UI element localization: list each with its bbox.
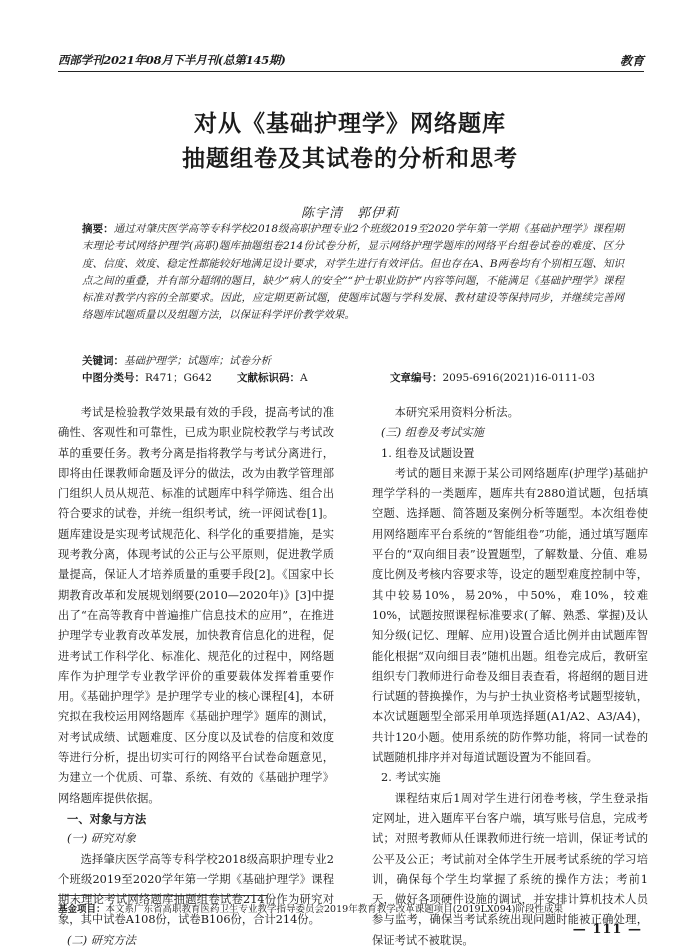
running-header xyxy=(58,52,644,70)
page-number: — 111 — xyxy=(572,922,642,937)
footnote-label: 基金项目： xyxy=(58,904,106,915)
subsubsection-heading: 2. 考试实施 xyxy=(381,771,441,785)
authors: 陈宇清 郭伊莉 xyxy=(300,206,399,221)
keywords-label: 关键词： xyxy=(82,355,124,367)
journal-issue: 西部学刊2021年08月下半月刊(总第145期) xyxy=(58,53,286,67)
paper-title xyxy=(80,106,620,176)
abstract-label: 摘要： xyxy=(82,223,114,235)
doc-label: 文献标识码： xyxy=(237,372,300,384)
clc-number xyxy=(82,370,212,385)
article-number xyxy=(390,370,595,385)
body-paragraph: 考试的题目来源于某公司网络题库(护理学)基础护理学学科的一类题库，题库共有2880道试题，包括填空题、选择题、简答题及案例分析等题型。本次组卷使用网络题库平台系统的“智能组卷”功能，通过填写题库平台的“双向细目表”设置题型，了解数量、分值、难易度比例及考核内容要求等，设定的题型难度控制中等，其中较易10%，易20%，中50%，难10%，较难10%，试题按照课程标准要求(了解、熟悉、掌握)及认知分级(记忆、理解、应用)设置合适比例并由试题库智能化根据“双向细目表”随机出题。组卷完成后，教研室组织专门教师进行命卷及细目表查看，将超纲的题目进行试题的替换操作，为与护士执业资格考试题型接轨，本次试题题型全部采用单项选择题(A1/A2、A3/A4)，共计120小题。使用系统的防作弊功能，将同一试卷的试题随机排序并对每道试题设置为不能回看。 xyxy=(372,466,648,765)
subsection-heading: (一) 研究对象 xyxy=(67,832,136,846)
subsection-heading: (三) 组卷及考试实施 xyxy=(381,426,484,440)
body-column-right xyxy=(372,403,648,951)
doc-value: A xyxy=(300,372,308,384)
keywords-text: 基础护理学；试题库；试卷分析 xyxy=(124,355,271,367)
funding-footnote xyxy=(58,901,644,915)
keywords xyxy=(82,353,624,368)
footnote-text: 本文系广东省高职教育医药卫生专业教学指导委员会2019年教育教学改革课题项目(2019LX094)阶段性成果 xyxy=(105,904,563,915)
header-rule xyxy=(58,71,644,72)
article-number-value: 2095-6916(2021)16-0111-03 xyxy=(442,372,595,384)
body-paragraph: 课程结束后1周对学生进行闭卷考核，学生登录指定网址，进入题库平台客户端，填写账号信息，完成考试；对照考教师从任课教师进行统一培训，保证考试的公平及公正；考试前对全体学生开展考试系统的学习培训，确保每个学生均掌握了系统的操作方法；考前1天，做好各项硬件设施的调试，并安排计算机技术人员参与监考，确保当考试系统出现问题时能被正确处理，保证考试不被耽误。 xyxy=(372,791,648,947)
document-code xyxy=(237,370,308,385)
footnote-rule xyxy=(58,895,268,896)
body-paragraph: 考试是检验教学效果最有效的手段，提高考试的准确性、客观性和可靠性，已成为职业院校教学与考试改革的重要任务。教考分离是指将教学与考试分离进行，即将由任课教师命题及评分的做法，改为由教学管理部门组织人员从规范、标准的试题库中科学筛选、组合出符合要求的试卷，并统一组织考试，统一评阅试卷[1]。题库建设是实现考试规范化、科学化的重要措施，是实现考教分离，体现考试的公正与公平原则，促进教学质量提高，保证人才培养质量的重要手段[2]。《国家中长期教育改革和发展规划纲要(2010—2020年)》[3]中提出了“在高等教育中普遍推广信息技术的应用”，在推进护理学专业教育改革发展，加快教育信息化的进程，促进考试工作科学化、标准化、规范化的过程中，网络题库作为护理学专业教学评价的重要载体发挥着重要作用。《基础护理学》是护理学专业的核心课程[4]，本研究拟在我校运用网络题库《基础护理学》题库的测试，对考试成绩、试题难度、区分度以及试卷的信度和效度等进行分析，提出切实可行的网络平台试卷命题意见，为建立一个优质、可靠、系统、有效的《基础护理学》网络题库提供依据。 xyxy=(58,406,334,805)
paper-title-line2: 抽题组卷及其试卷的分析和思考 xyxy=(182,145,518,172)
abstract-text: 通过对肇庆医学高等专科学校2018级高职护理专业2个班级2019至2020学年第一学期《基础护理学》课程期末理论考试网络护理学(高职)题库抽题组卷214份试卷分析，显示网络护理学题库的网络平台组卷试卷的难度、区分度、信度、效度、稳定性都能较好地满足设计要求，对学生进行有效评估。但也存在A、B两卷均有个别相互题、知识点之间的重叠，并有部分超纲的题目，缺少“病人的安全”“护士职业防护”内容等问题，不能满足《基础护理学》课程标准对教学内容的全部要求。因此，应定期更新试题，使题库试题与学科发展、教材建设等保持同步，并继续完善网络题库试题质量以及组题方法，以保证科学评价教学效果。 xyxy=(82,223,625,322)
abstract xyxy=(82,221,624,325)
paper-title-line1: 对从《基础护理学》网络题库 xyxy=(194,110,506,137)
clc-label: 中图分类号： xyxy=(82,372,145,384)
article-number-label: 文章编号： xyxy=(390,372,443,384)
body-paragraph: 本研究采用资料分析法。 xyxy=(394,406,519,419)
subsection-heading: (二) 研究方法 xyxy=(67,933,136,947)
section-tag: 教育 xyxy=(619,54,644,68)
body-column-left xyxy=(58,403,334,951)
classification-row xyxy=(82,370,624,386)
section-heading: 一、对象与方法 xyxy=(67,811,147,826)
body-paragraph: 选择肇庆医学高等专科学校2018级高职护理专业2个班级2019至2020学年第一学期《基础护理学》课程期末理论考试网络题库抽题组卷试卷214份作为研究对象，其中试卷A108份，试卷B106份，合计214份。 xyxy=(58,852,334,927)
clc-value: R471；G642 xyxy=(145,372,212,384)
subsubsection-heading: 1. 组卷及试题设置 xyxy=(381,446,475,460)
